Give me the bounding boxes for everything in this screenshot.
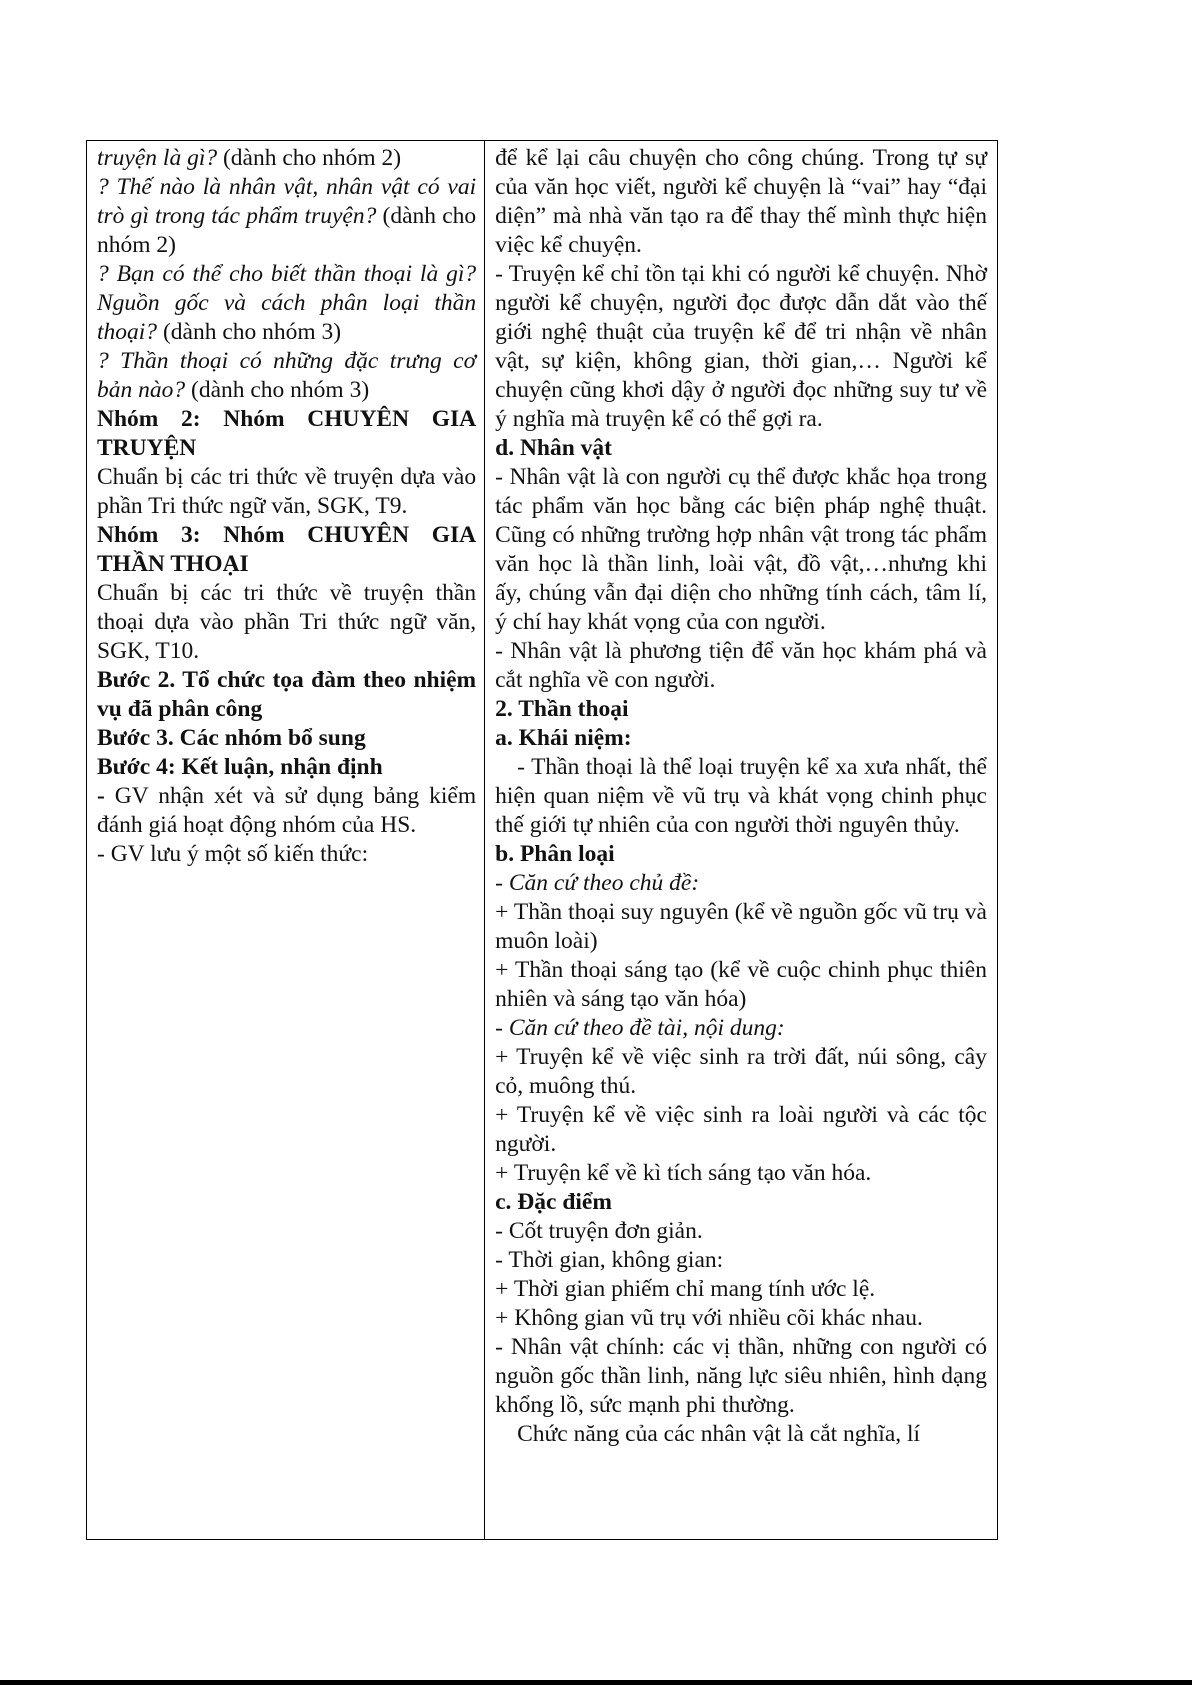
list-item: - Cốt truyện đơn giản. [495,1218,703,1244]
paragraph: - Nhân vật là con người cụ thể được khắc họa trong tác phẩm văn học bằng các biện pháp nghệ thuật. Cũng có những trường hợp nhân vật trong tác phẩm văn học là thần linh, loài vật, đồ vật,…nhưng khi ấy, chúng vẫn đại diện cho những tính cách, tâm lí, ý chí hay khát vọng của con người. [495,464,987,635]
bottom-divider [0,1680,1192,1685]
section-heading: 2. Thần thoại [495,696,629,722]
list-item: + Truyện kể về việc sinh ra loài người và các tộc người. [495,1102,987,1157]
question-line: ? Bạn có thể cho biết thần thoại là gì? Nguồn gốc và cách phân loại thần thoại? (dành cho nhóm 3) [97,261,477,345]
list-item: + Truyện kể về kì tích sáng tạo văn hóa. [495,1160,872,1186]
list-item: + Thời gian phiếm chỉ mang tính ước lệ. [495,1276,876,1302]
group2-text: Chuẩn bị các tri thức về truyện dựa vào phần Tri thức ngữ văn, SGK, T9. [97,464,477,519]
content-column [485,141,997,1539]
paragraph: để kể lại câu chuyện cho công chúng. Trong tự sự của văn học viết, người kể chuyện là “vai” hay “đại diện” mà nhà văn tạo ra để thay thế mình thực hiện việc kể chuyện. [495,145,987,258]
section-heading: a. Khái niệm: [495,725,632,751]
section-heading: b. Phân loại [495,841,615,867]
activity-column [87,141,485,1539]
section-heading: c. Đặc điểm [495,1189,612,1215]
paragraph: - Nhân vật chính: các vị thần, những con người có nguồn gốc thần linh, năng lực siêu nhiên, hình dạng khổng lồ, sức mạnh phi thường. [495,1334,987,1418]
group2-heading: Nhóm 2: Nhóm CHUYÊN GIA TRUYỆN [97,406,477,461]
paragraph: - Nhân vật là phương tiện để văn học khám phá và cắt nghĩa về con người. [495,638,987,693]
group3-text: Chuẩn bị các tri thức về truyện thần thoại dựa vào phần Tri thức ngữ văn, SGK, T10. [97,580,477,664]
question-line: truyện là gì? (dành cho nhóm 2) [97,145,402,171]
lesson-table [86,140,998,1540]
list-item: + Thần thoại suy nguyên (kể về nguồn gốc vũ trụ và muôn loài) [495,899,987,954]
list-item: + Truyện kể về việc sinh ra trời đất, núi sông, cây cỏ, muông thú. [495,1044,987,1099]
paragraph: Chức năng của các nhân vật là cắt nghĩa, lí [517,1421,921,1447]
group3-heading: Nhóm 3: Nhóm CHUYÊN GIA THẦN THOẠI [97,522,477,577]
teacher-note: - GV lưu ý một số kiến thức: [97,841,369,867]
italic-subheading: - Căn cứ theo chủ đề: [495,870,700,896]
question-line: ? Thế nào là nhân vật, nhân vật có vai trò gì trong tác phẩm truyện? (dành cho nhóm 2) [97,174,477,258]
list-item: + Thần thoại sáng tạo (kể về cuộc chinh phục thiên nhiên và sáng tạo văn hóa) [495,957,987,1012]
step2-heading: Bước 2. Tổ chức tọa đàm theo nhiệm vụ đã phân công [97,667,477,722]
question-line: ? Thần thoại có những đặc trưng cơ bản nào? (dành cho nhóm 3) [97,348,477,403]
section-heading: d. Nhân vật [495,435,613,461]
teacher-note: - GV nhận xét và sử dụng bảng kiểm đánh giá hoạt động nhóm của HS. [97,783,477,838]
list-item: - Thời gian, không gian: [495,1247,724,1273]
step4-heading: Bước 4: Kết luận, nhận định [97,754,383,780]
italic-subheading: - Căn cứ theo đề tài, nội dung: [495,1015,785,1041]
step3-heading: Bước 3. Các nhóm bổ sung [97,725,366,751]
list-item: + Không gian vũ trụ với nhiều cõi khác nhau. [495,1305,923,1331]
paragraph: - Thần thoại là thể loại truyện kể xa xưa nhất, thể hiện quan niệm về vũ trụ và khát vọng chinh phục thế giới tự nhiên của con người thời nguyên thủy. [495,754,987,838]
paragraph: - Truyện kể chỉ tồn tại khi có người kể chuyện. Nhờ người kể chuyện, người đọc được dẫn dắt vào thế giới nghệ thuật của truyện kể để tri nhận về nhân vật, sự kiện, không gian, thời gian,… Người kể chuyện cũng khơi dậy ở người đọc những suy tư về ý nghĩa mà truyện kể có thể gợi ra. [495,261,987,432]
